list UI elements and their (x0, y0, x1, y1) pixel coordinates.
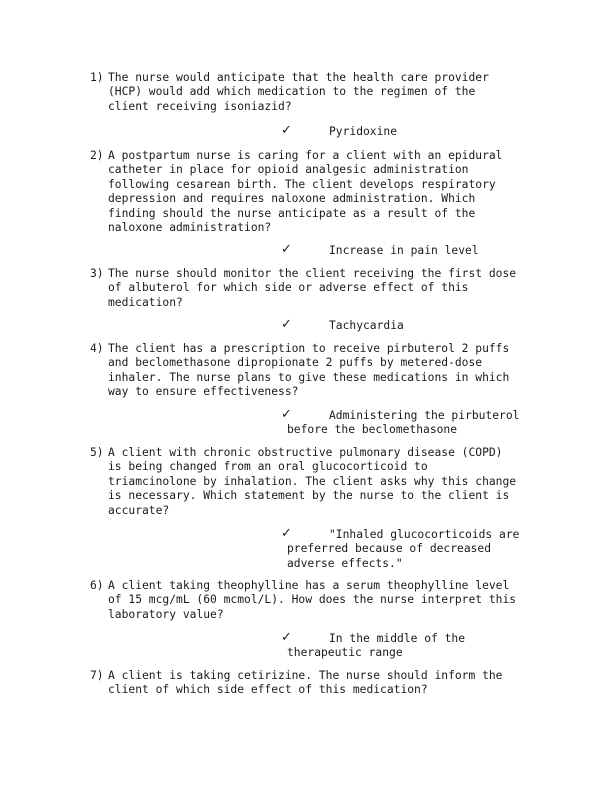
question-number: 6) (90, 579, 104, 592)
question-7 (90, 669, 550, 698)
answer-6 (281, 632, 551, 661)
answer-text: Administering the pirbuterol before the beclomethasone (287, 409, 520, 437)
checkmark-icon: ✓ (281, 407, 292, 422)
question-text: The client has a prescription to receive pirbuterol 2 puffs and beclomethasone dipropionate 2 puffs by metered-dose inhaler. The nurse plans to give these medications in which way to ensure effectiveness? (108, 342, 510, 399)
question-text: The nurse would anticipate that the health care provider (HCP) would add which medication to the regimen of the client receiving isoniazid? (108, 71, 489, 113)
question-6 (90, 579, 550, 622)
question-2 (90, 149, 550, 235)
question-text: A client is taking cetirizine. The nurse should inform the client of which side effect of this medication? (108, 669, 503, 697)
question-text: A client with chronic obstructive pulmonary disease (COPD) is being changed from an oral glucocorticoid to triamcinolone by inhalation. The client asks why this change is necessary. Which statement by the nurse to the client is accurate? (108, 446, 517, 517)
question-4 (90, 342, 550, 400)
answer-5 (281, 528, 551, 571)
question-number: 7) (90, 669, 104, 682)
question-number: 5) (90, 446, 104, 459)
answer-text: Tachycardia (329, 319, 404, 332)
question-text: A postpartum nurse is caring for a client with an epidural catheter in place for opioid analgesic administration following cesarean birth. The client develops respiratory depression and requires naloxone administration. Which finding should the nurse anticipate as a result of the naloxone administration? (108, 149, 503, 235)
question-number: 4) (90, 342, 104, 355)
question-number: 3) (90, 267, 104, 280)
question-number: 2) (90, 149, 104, 162)
answer-3 (281, 319, 551, 333)
checkmark-icon: ✓ (281, 526, 292, 541)
question-text: The nurse should monitor the client receiving the first dose of albuterol for which side or adverse effect of this medication? (108, 267, 517, 309)
answer-2 (281, 244, 551, 258)
question-text: A client taking theophylline has a serum theophylline level of 15 mcg/mL (60 mcmol/L). How does the nurse interpret this laboratory value? (108, 579, 517, 621)
checkmark-icon: ✓ (281, 317, 292, 332)
checkmark-icon: ✓ (281, 242, 292, 257)
checkmark-icon: ✓ (281, 630, 292, 645)
answer-4 (281, 409, 551, 438)
question-1 (90, 71, 550, 114)
answer-text: "Inhaled glucocorticoids are preferred because of decreased adverse effects." (287, 528, 520, 570)
answer-text: Increase in pain level (329, 244, 479, 257)
answer-1 (281, 125, 551, 139)
question-3 (90, 267, 550, 310)
answer-text: Pyridoxine (329, 125, 398, 138)
question-number: 1) (90, 71, 104, 84)
question-5 (90, 446, 550, 518)
checkmark-icon: ✓ (281, 123, 292, 138)
answer-text: In the middle of the therapeutic range (287, 632, 466, 660)
